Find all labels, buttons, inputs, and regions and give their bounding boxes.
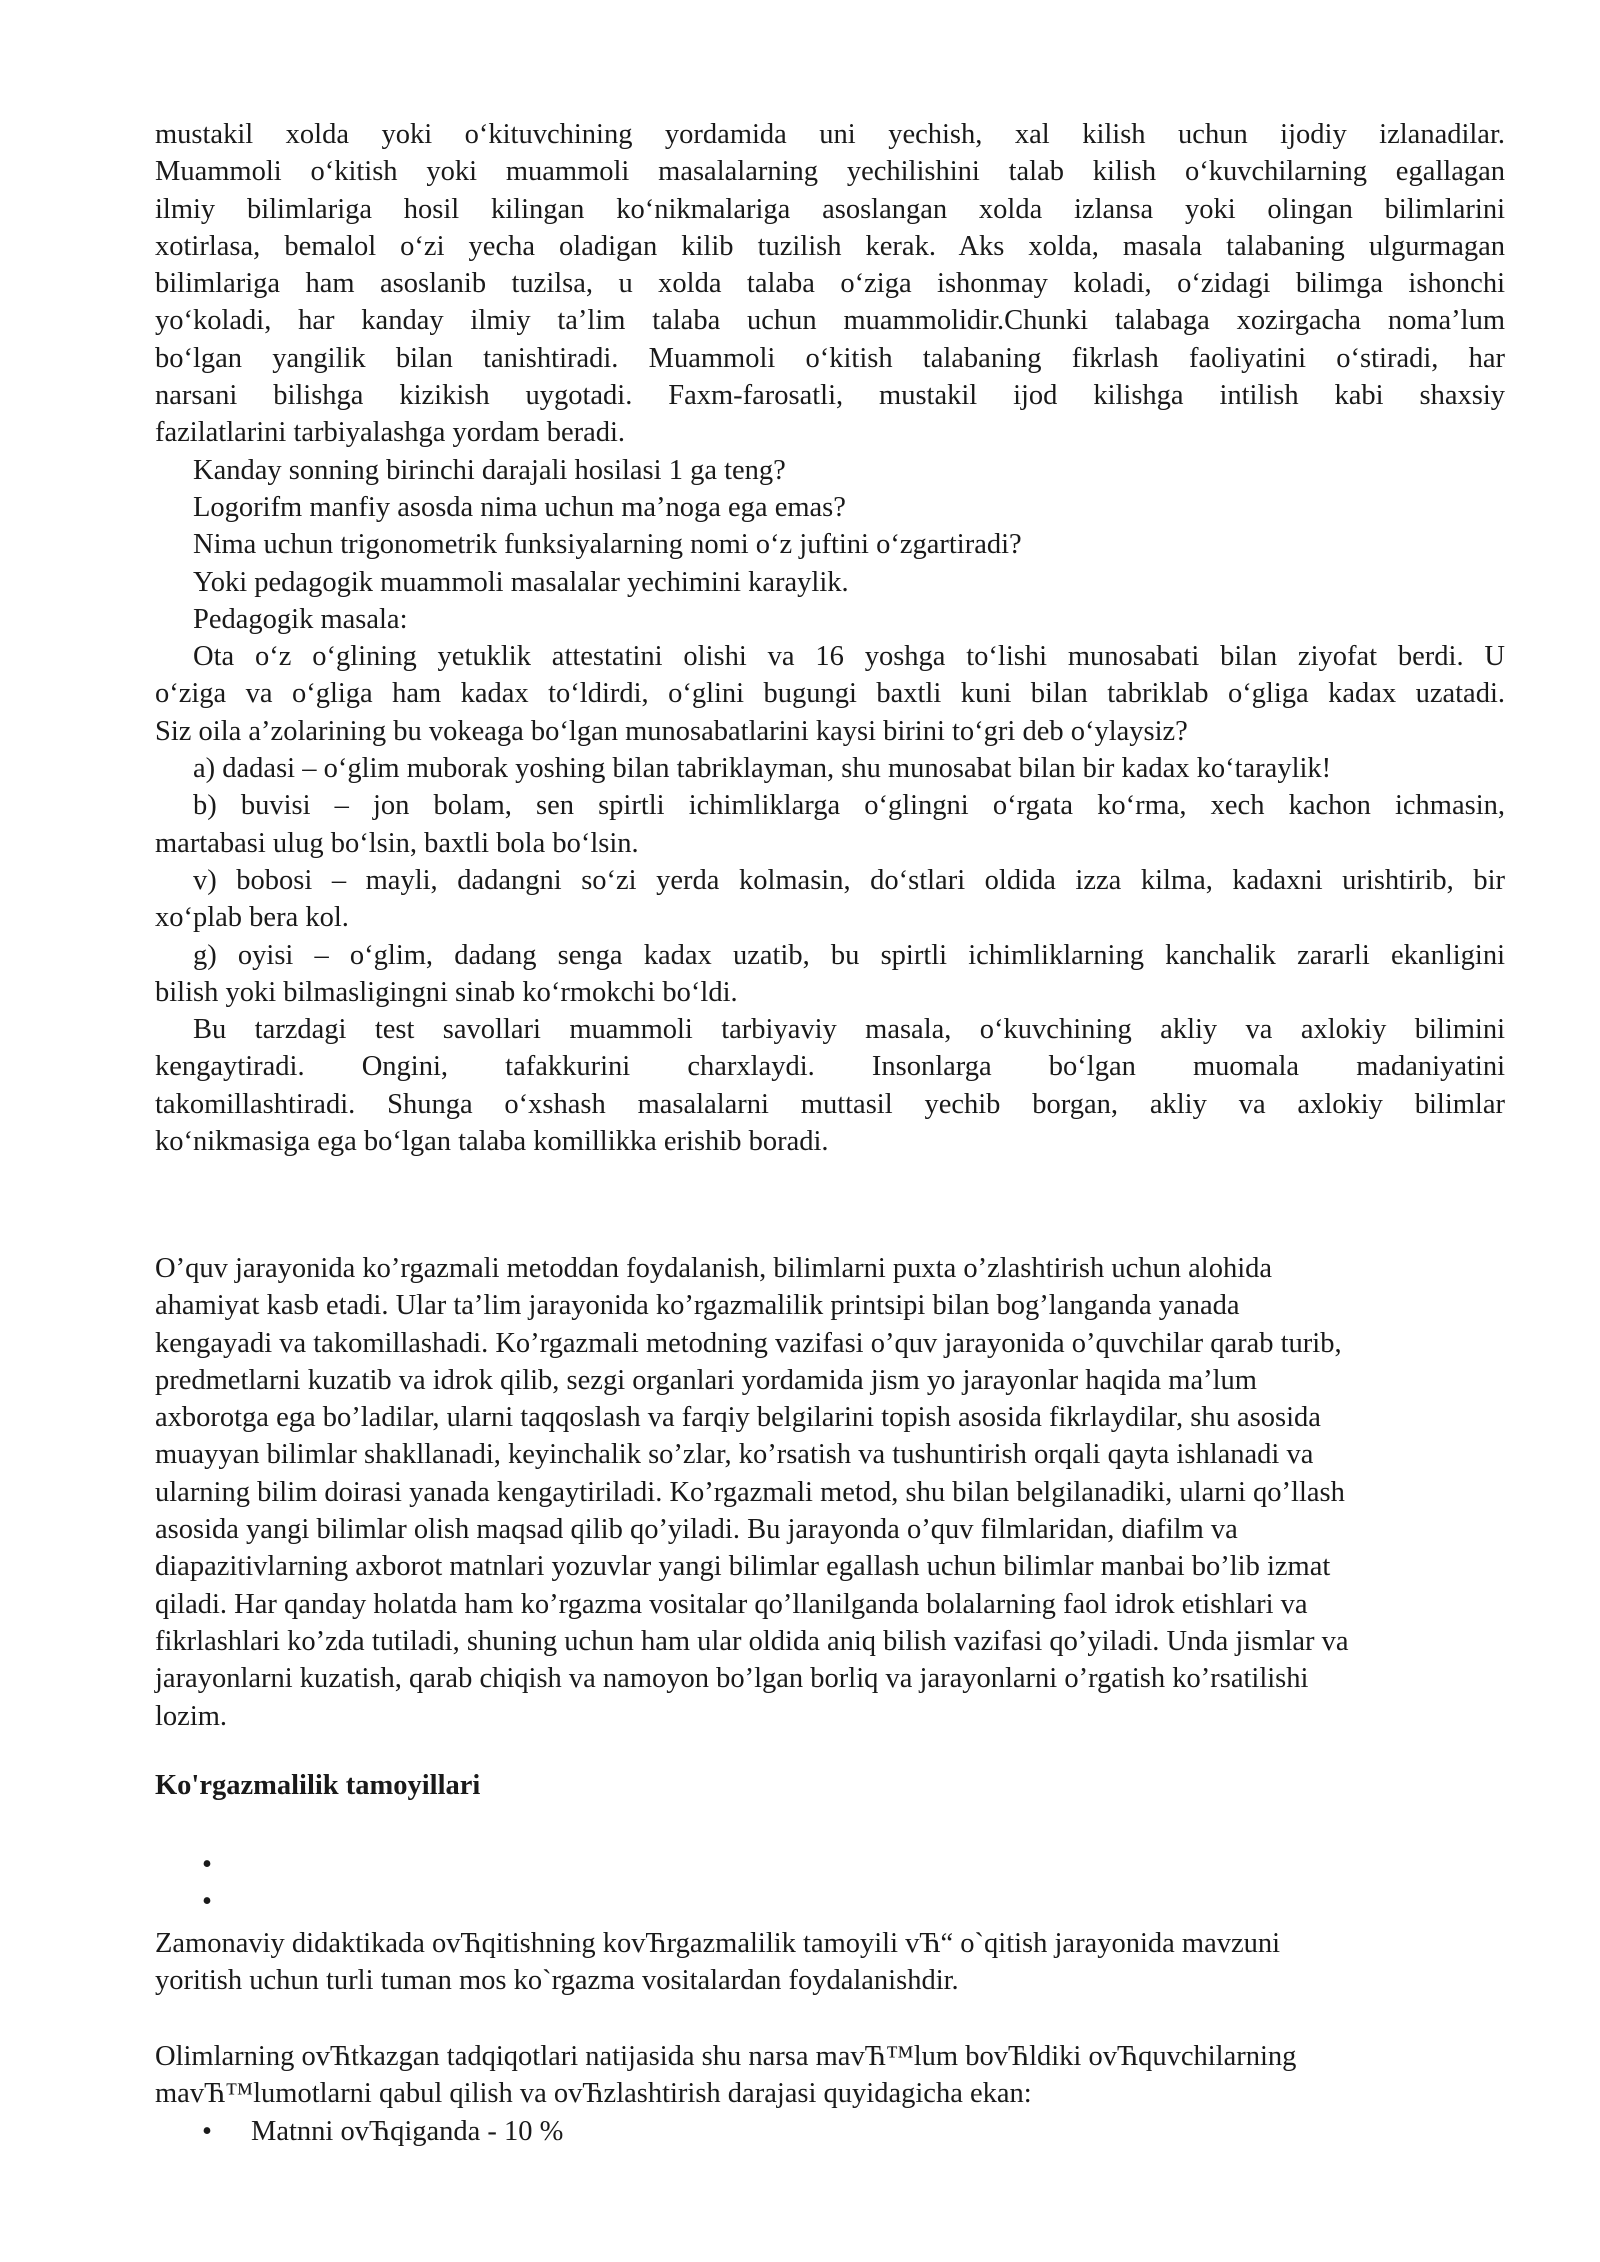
paragraph-line: qiladi. Har qanday holatda ham ko’rgazma vositalar qo’llanilganda bolalarning faol idrok etishlari va	[155, 1588, 1308, 1620]
paragraph-line: narsani bilishga kizikish uygotadi. Faxm-farosatli, mustakil ijod kilishga intilish kabi shaxsiy	[155, 380, 1505, 412]
paragraph-line: muayyan bilimlar shakllanadi, keyinchalik so’zlar, ko’rsatish va tushuntirish orqali qayta ishlanadi va	[155, 1439, 1314, 1471]
paragraph-line: fikrlashlari ko’zda tutiladi, shuning uchun ham ular oldida aniq bilish vazifasi qo’yiladi. Unda jismlar va	[155, 1625, 1349, 1657]
results-bullet-item: • Matnni ovЋqiganda - 10 %	[155, 2113, 1505, 2150]
option-v-line: v) bobosi – mayli, dadangni so‘zi yerda kolmasin, do‘stlari oldida izza kilma, kadaxni urishtirib, bir	[193, 864, 1505, 896]
paragraph-line: fazilatlarini tarbiyalashga yordam beradi.	[155, 417, 626, 449]
paragraph-line: jarayonlarni kuzatish, qarab chiqish va namoyon bo’lgan borliq va jarayonlarni o’rgatish ko’rsatilishi	[155, 1663, 1309, 1695]
paragraph-line: ahamiyat kasb etadi. Ular ta’lim jarayonida ko’rgazmalilik printsipi bilan bog’langanda yanada	[155, 1290, 1240, 1322]
empty-bullet-item	[155, 1883, 1505, 1920]
option-g-line: g) oyisi – o‘glim, dadang senga kadax uzatib, bu spirtli ichimliklarning kanchalik zararli ekanligini	[193, 939, 1505, 971]
paragraph-line: bilimlariga ham asoslanib tuzilsa, u xolda talaba o‘ziga ishonmay koladi, o‘zidagi bilimga ishonchi	[155, 268, 1505, 300]
section-heading: Ko'rgazmalilik tamoyillari	[155, 1770, 481, 1801]
conclusion-line: takomillashtiradi. Shunga o‘xshash masalalarni muttasil yechib borgan, akliy va axlokiy bilimlar	[155, 1088, 1505, 1120]
section-visual-method	[155, 1250, 1505, 1735]
problem-line: Siz oila a’zolarining bu vokeaga bo‘lgan munosabatlarini kaysi birini to‘gri deb o‘ylaysiz?	[155, 715, 1188, 747]
paragraph-line: yoritish uchun turli tuman mos ko`rgazma vositalardan foydalanishdir.	[155, 1965, 959, 1997]
conclusion-line: ko‘nikmasiga ega bo‘lgan talaba komillikka erishib boradi.	[155, 1126, 829, 1158]
paragraph-line: kengayadi va takomillashadi. Ko’rgazmali metodning vazifasi o’quv jarayonida o’quvchilar qarab turib,	[155, 1327, 1342, 1359]
empty-bullet-list	[155, 1846, 1505, 1920]
option-a: a) dadasi – o‘glim muborak yoshing bilan tabriklayman, shu munosabat bilan bir kadax ko‘taraylik!	[193, 753, 1332, 785]
paragraph-line: yo‘koladi, har kanday ilmiy ta’lim talaba uchun muammolidir.Chunki talabaga xozirgacha noma’lum	[155, 305, 1505, 337]
problem-line: o‘ziga va o‘gliga ham kadax to‘ldirdi, o‘glini bugungi baxtli kuni bilan tabriklab o‘gliga kadax uzatadi.	[155, 678, 1505, 710]
question-line: Pedagogik masala:	[193, 603, 408, 635]
paragraph-line: mustakil xolda yoki o‘kituvchining yordamida uni yechish, xal kilish uchun ijodiy izlanadilar.	[155, 119, 1505, 150]
section-research-results	[155, 2038, 1505, 2113]
paragraph-line: lozim.	[155, 1700, 228, 1732]
section-problem-learning	[155, 116, 1505, 1160]
question-line: Logorifm manfiy asosda nima uchun ma’noga ega emas?	[193, 491, 846, 523]
paragraph-line: Olimlarning ovЋtkazgan tadqiqotlari natijasida shu narsa mavЋ™lum bovЋldiki ovЋquvchilarning	[155, 2041, 1297, 2072]
paragraph-line: ularning bilim doirasi yanada kengaytiriladi. Ko’rgazmali metod, shu bilan belgilanadiki, ularni qo’llash	[155, 1476, 1345, 1508]
paragraph-line: Muammoli o‘kitish yoki muammoli masalalarning yechilishini talab kilish o‘kuvchilarning egallagan	[155, 156, 1505, 188]
paragraph-line: mavЋ™lumotlarni qabul qilish va ovЋzlashtirish darajasi quyidagicha ekan:	[155, 2078, 1032, 2110]
option-b-line: martabasi ulug bo‘lsin, baxtli bola bo‘lsin.	[155, 827, 639, 859]
option-v-line: xo‘plab bera kol.	[155, 902, 349, 934]
problem-line: Ota o‘z o‘glining yetuklik attestatini olishi va 16 yoshga to‘lishi munosabati bilan ziyofat berdi. U	[193, 641, 1505, 673]
paragraph-line: bo‘lgan yangilik bilan tanishtiradi. Muammoli o‘kitish talabaning fikrlash faoliyatini o‘stiradi, har	[155, 342, 1505, 374]
question-line: Nima uchun trigonometrik funksiyalarning nomi o‘z juftini o‘zgartiradi?	[193, 529, 1022, 561]
option-b-line: b) buvisi – jon bolam, sen spirtli ichimliklarga o‘glingni o‘rgata ko‘rma, xech kachon ichmasin,	[193, 790, 1505, 822]
paragraph-line: diapazitivlarning axborot matnlari yozuvlar yangi bilimlar egallash uchun bilimlar manbai bo’lib izmat	[155, 1551, 1331, 1583]
section-modern-didactics	[155, 1925, 1505, 2000]
option-g-line: bilish yoki bilmasligingni sinab ko‘rmokchi bo‘ldi.	[155, 976, 738, 1008]
paragraph-line: ilmiy bilimlariga hosil kilingan ko‘nikmalariga asoslangan xolda izlansa yoki olingan bilimlarini	[155, 193, 1505, 225]
question-line: Yoki pedagogik muammoli masalalar yechimini karaylik.	[193, 566, 849, 598]
paragraph-line: O’quv jarayonida ko’rgazmali metoddan foydalanish, bilimlarni puxta o’zlashtirish uchun alohida	[155, 1253, 1273, 1284]
paragraph-line: axborotga ega bo’ladilar, ularni taqqoslash va farqiy belgilarini topish asosida fikrlaydilar, shu asosida	[155, 1402, 1321, 1434]
paragraph-line: xotirlasa, bemalol o‘zi yecha oladigan kilib tuzilish kerak. Aks xolda, masala talabaning ulgurmagan	[155, 230, 1505, 262]
question-line: Kanday sonning birinchi darajali hosilasi 1 ga teng?	[193, 454, 786, 486]
paragraph-line: asosida yangi bilimlar olish maqsad qilib qo’yiladi. Bu jarayonda o’quv filmlaridan, diafilm va	[155, 1514, 1238, 1546]
paragraph-line: Zamonaviy didaktikada ovЋqitishning kovЋrgazmalilik tamoyili vЋ“ o`qitish jarayonida mavzuni	[155, 1928, 1281, 1959]
conclusion-line: kengaytiradi. Ongini, tafakkurini charxlaydi. Insonlarga bo‘lgan muomala madaniyatini	[155, 1051, 1505, 1083]
results-bullet-list	[155, 2113, 1505, 2150]
paragraph-line: predmetlarni kuzatib va idrok qilib, sezgi organlari yordamida jism yo jarayonlar haqida ma’lum	[155, 1364, 1257, 1396]
empty-bullet-item	[155, 1846, 1505, 1883]
conclusion-line: Bu tarzdagi test savollari muammoli tarbiyaviy masala, o‘kuvchining akliy va axlokiy bilimini	[193, 1014, 1505, 1046]
